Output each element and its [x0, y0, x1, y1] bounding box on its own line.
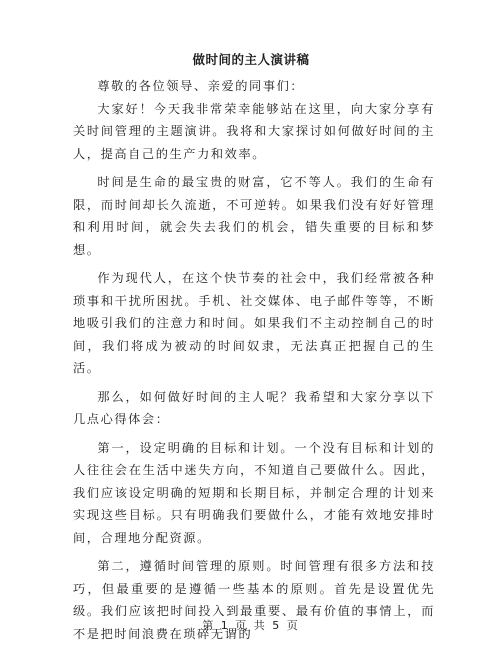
body-paragraph: 那么，如何做好时间的主人呢？我希望和大家分享以下几点心得体会：: [73, 389, 435, 426]
document-title: 做时间的主人演讲稿: [192, 52, 310, 67]
body-paragraph: 作为现代人，在这个快节奏的社会中，我们经常被各种琐事和干扰所困扰。手机、社交媒体、电子邮件等等，不断地吸引我们的注意力和时间。如果我们不主动控制自己的时间，我们将成为被动的时间奴隶，无法真正把握自己的生活。: [73, 271, 435, 375]
salutation-paragraph: 尊敬的各位领导、亲爱的同事们：: [97, 79, 305, 93]
body-paragraph: 第一，设定明确的目标和计划。一个没有目标和计划的人往往会在生活中迷失方向，不知道自己要做什么。因此，我们应该设定明确的短期和长期目标，并制定合理的计划来实现这些目标。只有明确我们要做什么，才能有效地安排时间，合理地分配资源。: [73, 440, 435, 545]
body-paragraph: 第二，遵循时间管理的原则。时间管理有很多方法和技巧，但最重要的是遵循一些基本的原则。首先是设置优先级。我们应该把时间投入到最重要、最有价值的事情上，而不是把时间浪费在琐碎无谓的: [73, 559, 435, 641]
body-paragraph: 大家好！今天我非常荣幸能够站在这里，向大家分享有关时间管理的主题演讲。我将和大家探讨如何做好时间的主人，提高自己的生产力和效率。: [73, 101, 435, 161]
page-number-footer: 第 1 页 共 5 页: [202, 619, 300, 632]
body-paragraph: 时间是生命的最宝贵的财富，它不等人。我们的生命有限，而时间却长久流逝，不可逆转。如果我们没有好好管理和利用时间，就会失去我们的机会，错失重要的目标和梦想。: [73, 175, 435, 257]
document-body: [73, 75, 435, 651]
